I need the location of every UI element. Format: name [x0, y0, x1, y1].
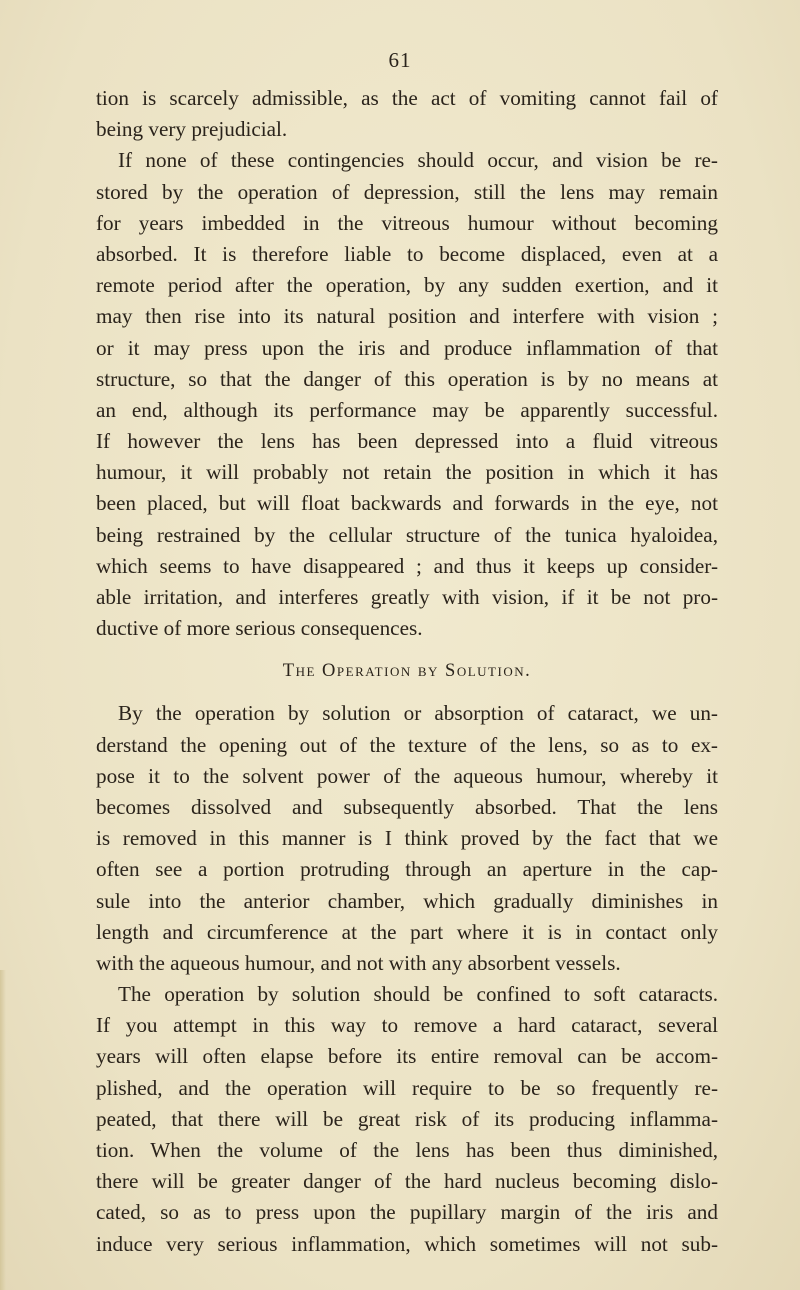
text-line: which seems to have disappeared ; and thus it keeps up consider- — [96, 553, 718, 578]
text-line: structure, so that the danger of this operation is by no means at — [96, 366, 718, 391]
text-line: for years imbedded in the vitreous humour without becoming — [96, 210, 718, 235]
text-line: being very prejudicial. — [96, 117, 288, 142]
text-line: an end, although its performance may be apparently successful. — [96, 397, 718, 422]
text-line: peated, that there will be great risk of its producing inflamma- — [96, 1106, 718, 1131]
text-line: sule into the anterior chamber, which gradually diminishes in — [96, 888, 718, 913]
text-line: If you attempt in this way to remove a hard cataract, several — [96, 1013, 718, 1038]
text-line: years will often elapse before its entire removal can be accom- — [96, 1044, 718, 1069]
paragraphs-after-heading — [96, 698, 718, 1259]
page-number: 61 — [388, 48, 412, 72]
text-line: often see a portion protruding through an aperture in the cap- — [96, 857, 718, 882]
text-line: If however the lens has been depressed into a fluid vitreous — [96, 429, 718, 454]
text-line: may then rise into its natural position and interfere with vision ; — [96, 304, 718, 329]
text-line: tion. When the volume of the lens has been thus diminished, — [96, 1138, 718, 1162]
text-line: stored by the operation of depression, still the lens may remain — [96, 179, 718, 204]
body-text — [96, 83, 718, 1260]
text-line: plished, and the operation will require to be so frequently re- — [96, 1075, 718, 1100]
text-line: length and circumference at the part where it is in contact only — [96, 919, 718, 944]
text-line: pose it to the solvent power of the aqueous humour, whereby it — [96, 763, 718, 788]
text-line: with the aqueous humour, and not with any absorbent vessels. — [96, 950, 621, 975]
text-line: The operation by solution should be confined to soft cataracts. — [118, 982, 718, 1007]
section-heading: The Operation by Solution. — [282, 661, 532, 682]
text-line: is removed in this manner is I think proved by the fact that we — [96, 826, 718, 851]
text-line: derstand the opening out of the texture of the lens, so as to ex- — [96, 732, 718, 757]
text-line: able irritation, and interferes greatly with vision, if it be not pro- — [96, 585, 718, 609]
text-line: induce very serious inflammation, which sometimes will not sub- — [96, 1231, 718, 1256]
text-line: tion is scarcely admissible, as the act of vomiting cannot fail of — [96, 86, 718, 110]
text-line: or it may press upon the iris and produce inflammation of that — [96, 335, 718, 360]
page-edge-shadow — [0, 970, 6, 1290]
text-line: becomes dissolved and subsequently absorbed. That the lens — [96, 794, 718, 819]
text-line: humour, it will probably not retain the position in which it has — [96, 460, 718, 485]
text-line: been placed, but will float backwards and forwards in the eye, not — [96, 491, 718, 516]
text-line: By the operation by solution or absorption of cataract, we un- — [118, 701, 718, 726]
text-line: cated, so as to press upon the pupillary margin of the iris and — [96, 1200, 718, 1225]
text-line: there will be greater danger of the hard nucleus becoming dislo- — [96, 1169, 718, 1194]
paragraphs-before-heading — [96, 83, 718, 644]
text-line: absorbed. It is therefore liable to become displaced, even at a — [96, 241, 718, 266]
text-line: ductive of more serious consequences. — [96, 616, 423, 641]
text-line: being restrained by the cellular structure of the tunica hyaloidea, — [96, 522, 718, 547]
text-line: remote period after the operation, by any sudden exertion, and it — [96, 273, 718, 298]
text-line: If none of these contingencies should occur, and vision be re- — [118, 148, 718, 173]
